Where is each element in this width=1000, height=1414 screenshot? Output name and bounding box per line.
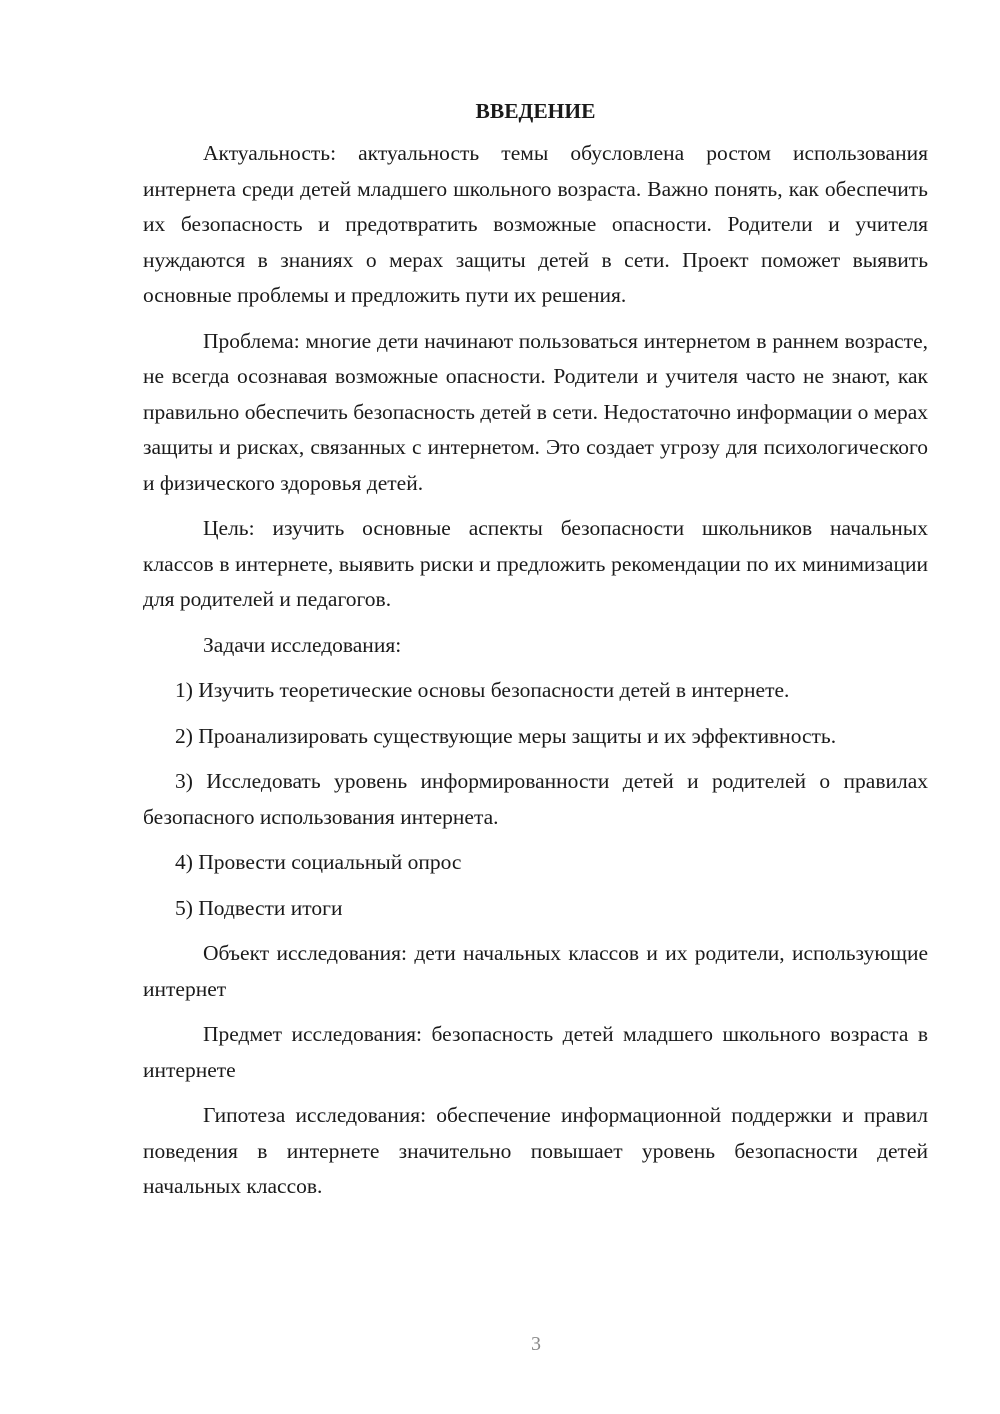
paragraph-tasks-heading: Задачи исследования: [203,632,402,657]
task-item: 1) Изучить теоретические основы безопасности детей в интернете. [175,678,790,702]
paragraph-problem: Проблема: многие дети начинают пользоваться интернетом в раннем возрасте, не всегда осознавая возможные опасности. Родители и учителя часто не знают, как правильно обеспечить безопасность детей в сети. Недостаточно информации о мерах защиты и рисках, связанных с интернетом. Это создает угрозу для психологического и физического здоровья детей. [143,328,928,495]
paragraph-goal: Цель: изучить основные аспекты безопасности школьников начальных классов в интернете, выявить риски и предложить рекомендации по их минимизации для родителей и педагогов. [143,516,928,611]
task-item: 3) Исследовать уровень информированности детей и родителей о правилах безопасного использования интернета. [143,769,928,829]
paragraph-hypothesis: Гипотеза исследования: обеспечение информационной поддержки и правил поведения в интернете значительно повышает уровень безопасности детей начальных классов. [143,1103,928,1198]
task-item: 5) Подвести итоги [175,895,343,920]
paragraph-object: Объект исследования: дети начальных классов и их родители, использующие интернет [143,941,928,1001]
section-title: ВВЕДЕНИЕ [475,99,596,123]
paragraph-subject: Предмет исследования: безопасность детей младшего школьного возраста в интернете [143,1022,928,1082]
task-item: 4) Провести социальный опрос [175,850,462,874]
task-item: 2) Проанализировать существующие меры защиты и их эффективность. [175,723,837,748]
page-number: 3 [531,1333,541,1355]
paragraph-relevance: Актуальность: актуальность темы обусловлена ростом использования интернета среди детей младшего школьного возраста. Важно понять, как обеспечить их безопасность и предотвратить возможные опасности. Родители и учителя нуждаются в знаниях о мерах защиты детей в сети. Проект поможет выявить основные проблемы и предложить пути их решения. [143,141,928,307]
document-page [143,95,928,1215]
